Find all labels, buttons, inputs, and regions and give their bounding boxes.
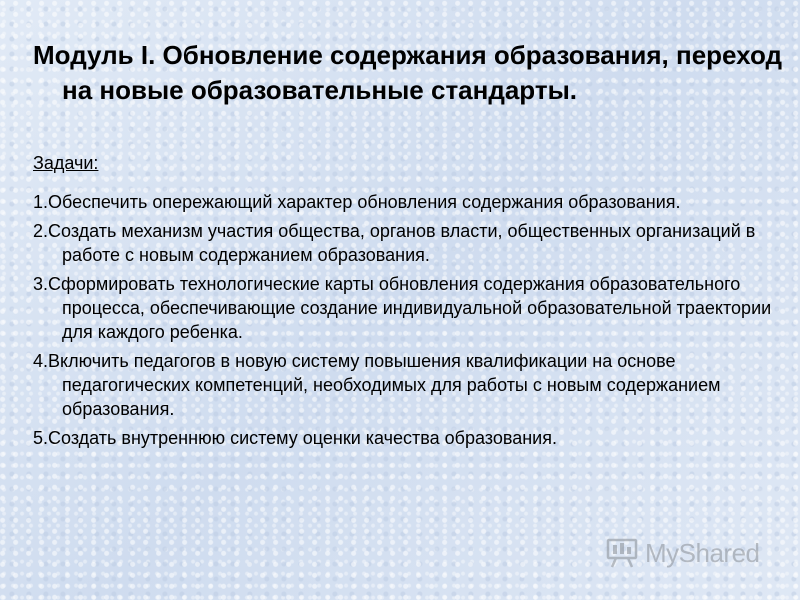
task-item: 2.Создать механизм участия общества, органов власти, общественных организаций в работе с новым содержанием образования. [33,221,756,265]
tasks-heading: Задачи: [33,153,99,173]
slide-title: Модуль I. Обновление содержания образования, переход на новые образовательные стандарты. [33,40,783,105]
task-item: 5.Создать внутреннюю систему оценки качества образования. [33,428,557,448]
tasks-list [33,190,783,455]
presentation-board-icon [605,538,639,568]
watermark-text: MyShared [645,537,760,568]
watermark-logo [605,536,760,570]
task-item: 3.Сформировать технологические карты обновления содержания образовательного процесса, обеспечивающие создание индивидуальной образовательной траектории для каждого ребенка. [33,274,772,342]
task-item: 4.Включить педагогов в новую систему повышения квалификации на основе педагогических компетенций, необходимых для работы с новым содержанием образования. [33,351,721,419]
task-item: 1.Обеспечить опережающий характер обновления содержания образования. [33,192,681,212]
